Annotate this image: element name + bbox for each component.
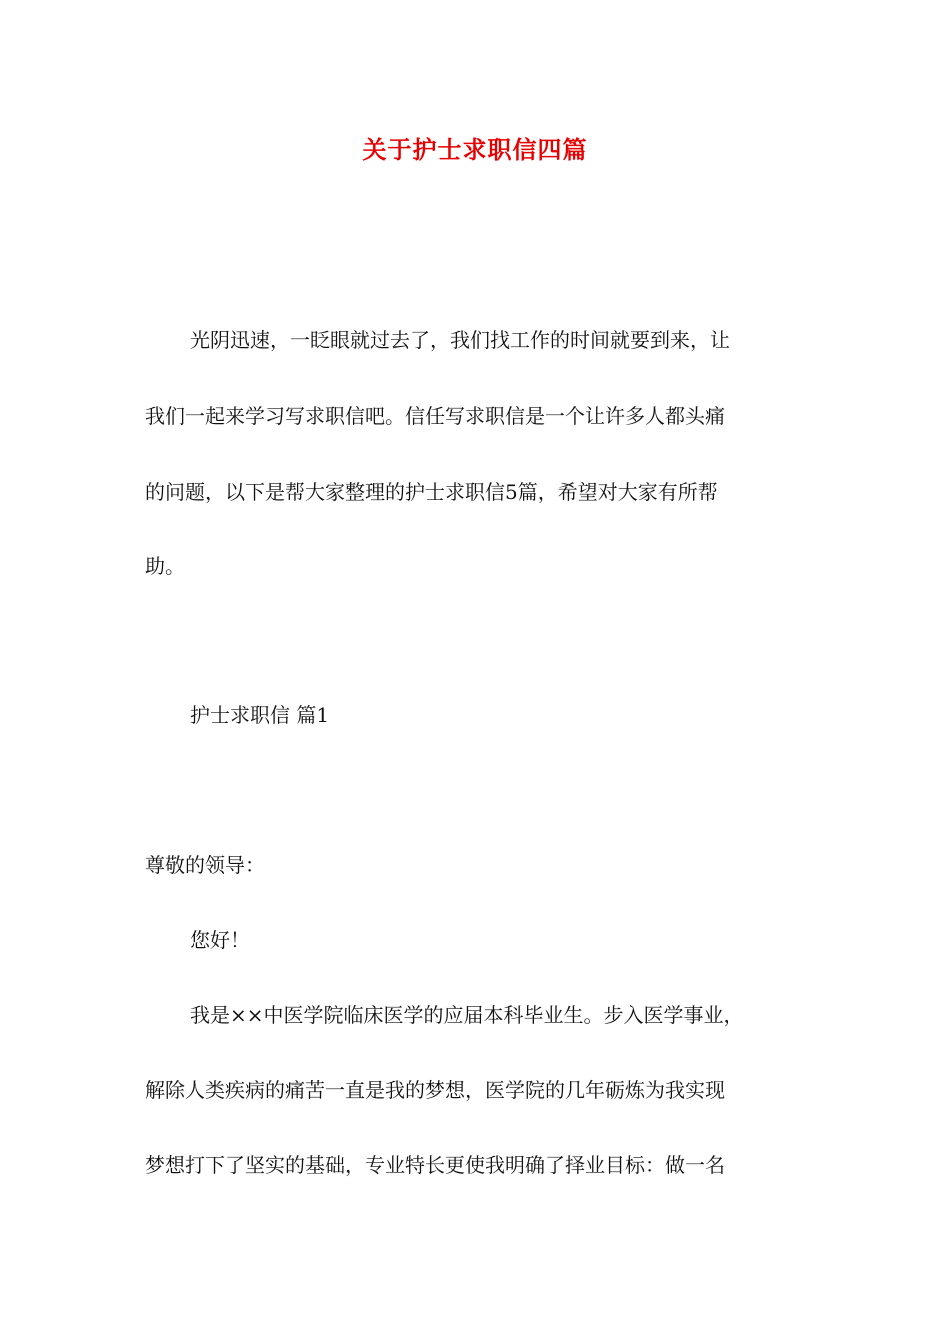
salutation: 尊敬的领导： xyxy=(145,853,265,877)
section-heading: 护士求职信 篇1 xyxy=(190,703,330,727)
intro-line-4: 助。 xyxy=(145,554,185,578)
intro-line-1: 光阴迅速，一眨眼就过去了，我们找工作的时间就要到来，让 xyxy=(190,328,730,352)
greeting: 您好！ xyxy=(190,928,250,952)
intro-line-3: 的问题，以下是帮大家整理的护士求职信5篇，希望对大家有所帮 xyxy=(145,480,718,504)
body-line-1: 我是××中医学院临床医学的应届本科毕业生。步入医学事业， xyxy=(190,1003,744,1027)
intro-line-2: 我们一起来学习写求职信吧。信任写求职信是一个让许多人都头痛 xyxy=(145,404,725,428)
body-line-2: 解除人类疾病的痛苦一直是我的梦想，医学院的几年砺炼为我实现 xyxy=(145,1078,725,1102)
document-title: 关于护士求职信四篇 xyxy=(362,135,588,164)
body-line-3: 梦想打下了坚实的基础，专业特长更使我明确了择业目标：做一名 xyxy=(145,1153,725,1177)
